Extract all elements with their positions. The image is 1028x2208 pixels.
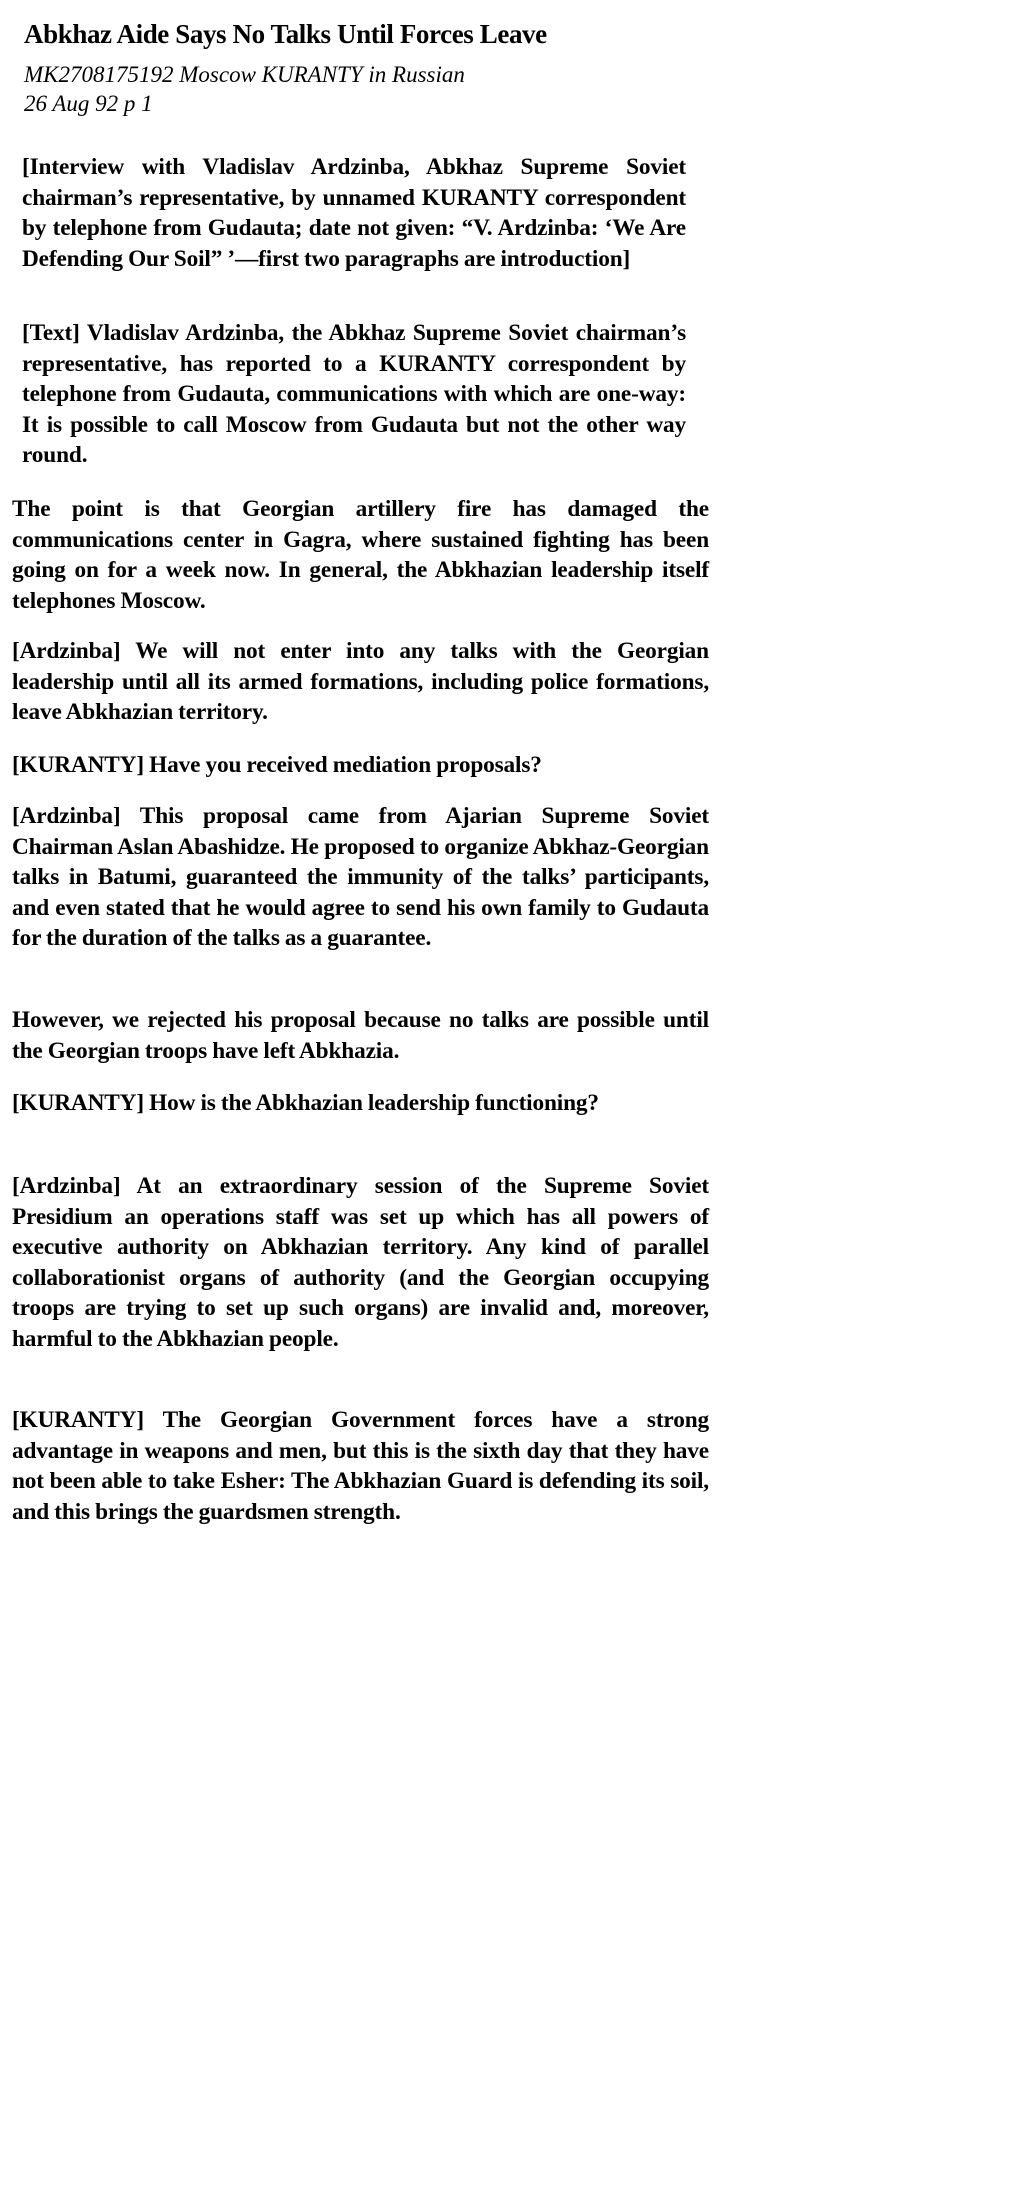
body-paragraph: [KURANTY] How is the Abkhazian leadership functioning?	[12, 1090, 599, 1116]
body-paragraph: [Ardzinba] We will not enter into any talks with the Georgian leadership until all its armed formations, including police formations, leave Abkhazian territory.	[12, 638, 709, 725]
body-paragraph: [KURANTY] Have you received mediation proposals?	[12, 752, 542, 778]
body-paragraph: The point is that Georgian artillery fire has damaged the communications center in Gagra, where sustained fighting has been going on for a week now. In general, the Abkhazian leadership itself telephones Moscow.	[12, 496, 709, 614]
body-paragraph: However, we rejected his proposal because no talks are possible until the Georgian troops have left Abkhazia.	[12, 1007, 709, 1064]
body-paragraph: [Ardzinba] This proposal came from Ajarian Supreme Soviet Chairman Aslan Abashidze. He proposed to organize Abkhaz-Georgian talks in Batumi, guaranteed the immunity of the talks’ participants, and even stated that he would agree to send his own family to Gudauta for the duration of the talks as a guarantee.	[12, 803, 709, 951]
article-headline: Abkhaz Aide Says No Talks Until Forces Leave	[24, 19, 547, 49]
body-paragraph: [Text] Vladislav Ardzinba, the Abkhaz Supreme Soviet chairman’s representative, has reported to a KURANTY correspondent by telephone from Gudauta, communications with which are one-way: It is possible to call Moscow from Gudauta but not the other way round.	[22, 320, 686, 468]
body-paragraph: [Ardzinba] At an extraordinary session of the Supreme Soviet Presidium an operations staff was set up which has all powers of executive authority on Abkhazian territory. Any kind of parallel collaborationist organs of authority (and the Georgian occupying troops are trying to set up such organs) are invalid and, moreover, harmful to the Abkhazian people.	[12, 1173, 709, 1352]
body-paragraph: [KURANTY] The Georgian Government forces have a strong advantage in weapons and men, but this is the sixth day that they have not been able to take Esher: The Abkhazian Guard is defending its soil, and this brings the guardsmen strength.	[12, 1407, 709, 1525]
source-line: MK2708175192 Moscow KURANTY in Russian	[24, 62, 465, 87]
interview-intro-note: [Interview with Vladislav Ardzinba, Abkhaz Supreme Soviet chairman’s representative, by unnamed KURANTY correspondent by telephone from Gudauta; date not given: “V. Ardzinba: ‘We Are Defending Our Soil” ’—first two paragraphs are introduction]	[22, 154, 686, 272]
source-date: 26 Aug 92 p 1	[24, 91, 153, 116]
